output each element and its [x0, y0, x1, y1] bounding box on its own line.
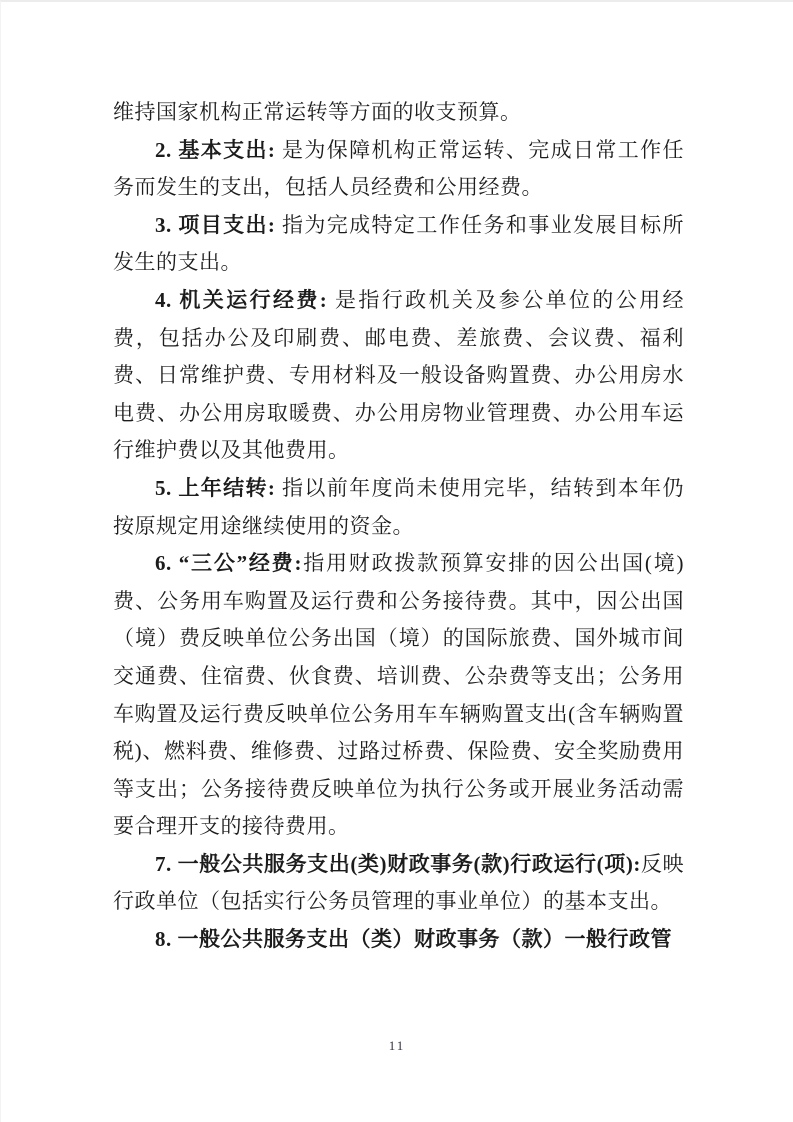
page-number: 11 [388, 1038, 406, 1053]
term-label: 4. 机关运行经费: [155, 287, 335, 312]
paragraph [113, 470, 684, 545]
paragraph [113, 207, 684, 282]
paragraph [113, 132, 684, 207]
term-label: 7. 一般公共服务支出(类)财政事务(款)行政运行(项): [155, 851, 641, 876]
paragraph [113, 545, 684, 846]
term-label: 3. 项目支出: [155, 212, 283, 237]
paragraph [113, 94, 684, 132]
text-segment: 反映行政单位（包括实行公务员管理的事业单位）的基本支出。 [113, 851, 685, 914]
term-label: 8. 一般公共服务支出（类）财政事务（款）一般行政管 [155, 927, 672, 952]
term-label: 6. “三公”经费: [155, 551, 302, 576]
term-label: 2. 基本支出: [155, 137, 283, 162]
text-segment: 是为保障机构正常运转、完成日常工作任务而发生的支出，包括人员经费和公用经费。 [113, 137, 684, 200]
text-segment: 指用财政拨款预算安排的因公出国(境)费、公务用车购置及运行费和公务接待费。其中，因公出国（境）费反映单位公务出国（境）的国际旅费、国外城市间交通费、住宿费、伙食费、培训费、公杂费等支出；公务用车购置及运行费反映单位公务用车车辆购置支出(含车辆购置税)、燃料费、维修费、过路过桥费、保险费、安全奖励费用等支出；公务接待费反映单位为执行公务或开展业务活动需要合理开支的接待费用。 [113, 551, 684, 839]
text-segment: 维持国家机构正常运转等方面的收支预算。 [113, 100, 522, 124]
text-segment: 指以前年度尚未使用完毕，结转到本年仍按原规定用途继续使用的资金。 [113, 475, 684, 538]
body-text [113, 94, 684, 959]
text-segment: 是指行政机关及参公单位的公用经费，包括办公及印刷费、邮电费、差旅费、会议费、福利费、日常维护费、专用材料及一般设备购置费、办公用房水电费、办公用房取暖费、办公用房物业管理费、办公用车运行维护费以及其他费用。 [113, 287, 685, 463]
term-label: 5. 上年结转: [155, 475, 283, 500]
text-segment: 指为完成特定工作任务和事业发展目标所发生的支出。 [113, 212, 684, 275]
paragraph [113, 921, 684, 959]
paragraph [113, 282, 684, 470]
paragraph [113, 846, 684, 921]
